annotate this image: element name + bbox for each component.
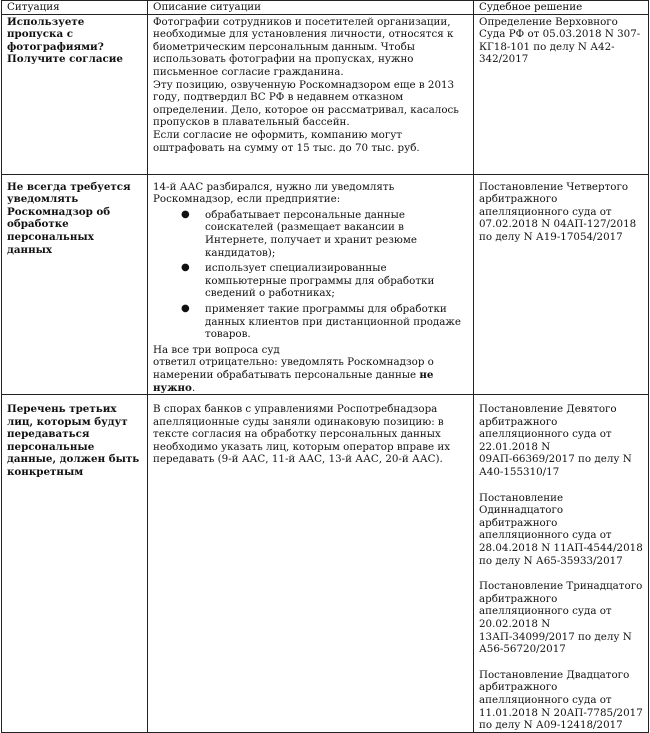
court-decision: Постановление Девятого арбитражного апелляционного суда от 22.01.2018 N 09АП-66369/2017 по делу N А40-155310/17	[479, 403, 632, 479]
description-paragraph: Эту позицию, озвученную Роскомнадзором еще в 2013 году, подтвердил ВС РФ в недавнем отказном определении. Дело, которое он рассматривал, касалось пропусков в плавательный бассейн.	[153, 78, 459, 129]
list-item-text: применяет такие программы для обработки данных клиентов при дистанционной продаже товаров.	[205, 302, 461, 341]
situation-cell: Используете пропуска с фотографиями? Получите согласие	[2, 14, 148, 174]
table-row	[2, 395, 649, 733]
bullet-icon: ●	[181, 262, 190, 274]
header-situation: Ситуация	[2, 1, 148, 15]
description-cell	[148, 174, 474, 395]
list-item	[153, 303, 468, 341]
description-cell	[148, 395, 474, 733]
list-item	[153, 262, 468, 300]
conditions-list	[153, 209, 468, 341]
bullet-icon: ●	[181, 302, 190, 314]
court-decision: Постановление Тринадцатого арбитражного апелляционного суда от 20.02.2018 N 13АП-34099/2017 по делу N А56-56720/2017	[479, 580, 643, 656]
decision-cell	[474, 14, 649, 174]
description-paragraph: Если согласие не оформить, компанию могут оштрафовать на сумму от 15 тыс. до 70 тыс. руб.	[153, 128, 420, 154]
description-intro: 14-й ААС разбирался, нужно ли уведомлять Роскомнадзор, если предприятие:	[153, 180, 395, 206]
decision-cell	[474, 395, 649, 733]
description-outro	[153, 356, 468, 394]
description-cell	[148, 14, 474, 174]
list-item-text: использует специализированные компьютерные программы для обработки сведений о работниках;	[205, 262, 435, 300]
list-item	[153, 209, 468, 259]
table-header-row	[2, 1, 649, 15]
header-decision: Судебное решение	[474, 1, 649, 15]
court-decision: Определение Верховного Суда РФ от 05.03.2018 N 307-КГ18-101 по делу N А42-342/2017	[479, 15, 641, 66]
decision-cell	[474, 174, 649, 395]
header-description: Описание ситуации	[148, 1, 474, 15]
outro-end: .	[191, 381, 196, 394]
list-item-text: обрабатывает персональные данные соискателей (размещает вакансии в Интернете, получает и хранит резюме кандидатов);	[205, 208, 417, 259]
court-decision: Постановление Двадцатого арбитражного апелляционного суда от 11.01.2018 N 20АП-7785/2017 по делу N А09-12418/2017	[479, 668, 643, 732]
table-row	[2, 14, 649, 174]
court-decision: Постановление Четвертого арбитражного апелляционного суда от 07.02.2018 N 04АП-127/2018 по делу N А19-17054/2017	[479, 180, 637, 243]
outro-emphasis: не нужно	[153, 368, 434, 394]
description-outro-line: На все три вопроса суд	[153, 343, 280, 356]
bullet-icon: ●	[181, 208, 190, 220]
description-paragraph: Фотографии сотрудников и посетителей организации, необходимые для установления личности, относятся к биометрическим персональным данным. Чтобы использовать фотографии на пропусках, нужно письменное согласие гражданина.	[153, 15, 454, 78]
table-row	[2, 174, 649, 395]
situation-cell: Перечень третьих лиц, которым будут передаваться персональные данные, должен быть конкретным	[2, 395, 148, 733]
situation-cell: Не всегда требуется уведомлять Роскомнадзор об обработке персональных данных	[2, 174, 148, 395]
description-paragraph: В спорах банков с управлениями Роспотребнадзора апелляционные суды заняли одинаковую позицию: в тексте согласия на обработку персональных данных необходимо указать лиц, которым оператор вправе их передавать (9-й ААС, 11-й ААС, 13-й ААС, 20-й ААС).	[153, 403, 451, 466]
court-decision: Постановление Одиннадцатого арбитражного апелляционного суда от 28.04.2018 N 11АП-4544/2018 по делу N А65-35933/2017	[479, 491, 643, 567]
court-practice-table	[1, 0, 649, 733]
outro-text: ответил отрицательно: уведомлять Роскомнадзор о намерении обрабатывать персональные данные	[153, 356, 434, 381]
